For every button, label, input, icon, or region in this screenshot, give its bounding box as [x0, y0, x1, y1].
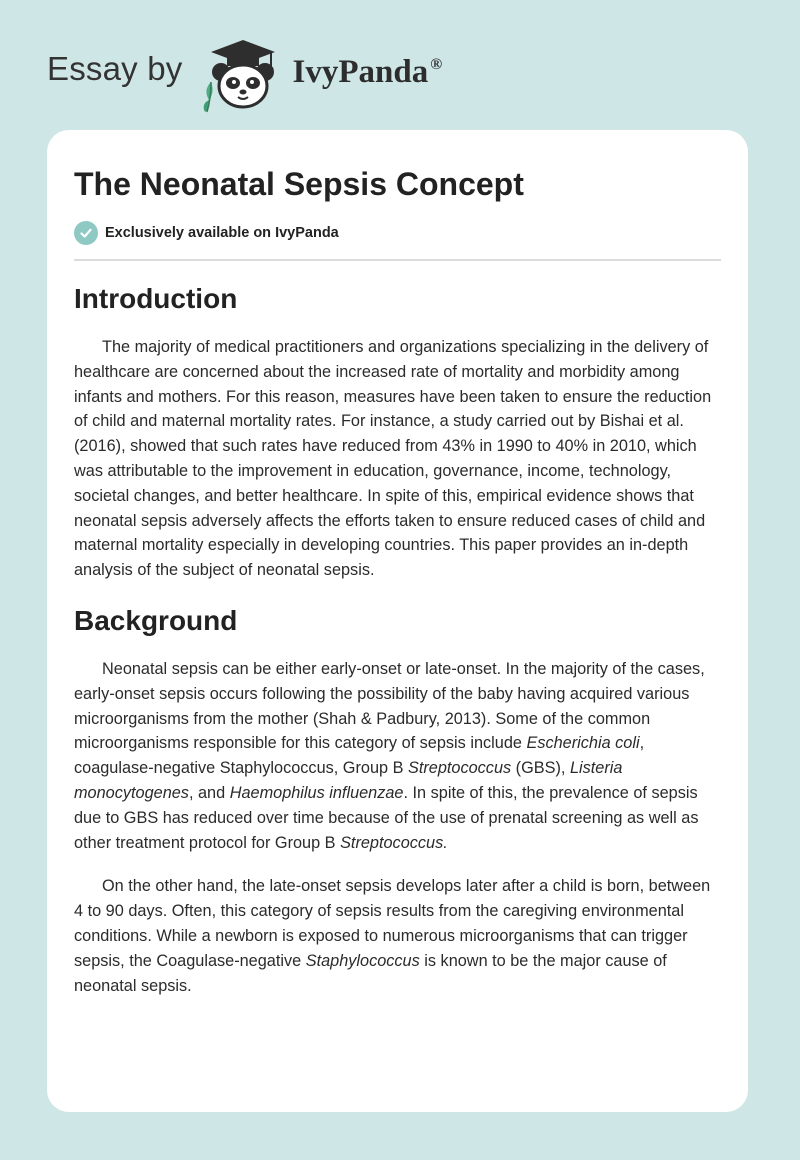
- italic-term: Streptococcus: [407, 759, 512, 778]
- registered-mark: ®: [430, 55, 443, 73]
- italic-term: Streptococcus.: [340, 833, 448, 852]
- text-run: is known to be the major cause of neonatal sepsis.: [74, 951, 667, 995]
- exclusive-badge-label: Exclusively available on IvyPanda: [105, 225, 339, 241]
- section-heading-introduction: Introduction: [74, 283, 238, 314]
- text-run: On the other hand, the late-onset sepsis develops later after a child is born, between 4 to 90 days. Often, this category of sepsis results from the caregiving environmental conditions. While a newborn is exposed to numerous microorganisms that can trigger sepsis, the Coagulase-negative: [74, 877, 711, 970]
- exclusive-badge: [74, 221, 721, 261]
- site-header: [47, 34, 442, 114]
- paragraph: [74, 657, 721, 855]
- article-card: [47, 130, 748, 1112]
- section-heading-background: Background: [74, 604, 238, 636]
- check-circle-icon: [74, 221, 98, 245]
- panda-logo-icon: [197, 34, 289, 114]
- italic-term: Haemophilus influenzae: [229, 783, 404, 802]
- italic-term: Listeria monocytogenes: [74, 759, 623, 802]
- brand-name: [293, 54, 443, 91]
- article-title: The Neonatal Sepsis Concept: [74, 166, 524, 202]
- text-run: Neonatal sepsis can be either early-onset or late-onset. In the majority of the cases, early-onset sepsis occurs following the possibility of the baby having acquired various microorganisms from the mother (Shah & Padbury, 2013). Some of the common microorganisms responsible for this category of sepsis include: [74, 659, 705, 753]
- text-run: (GBS),: [511, 759, 570, 778]
- text-run: , and: [188, 783, 230, 802]
- brand-name-text: IvyPanda: [292, 53, 429, 90]
- italic-term: Staphylococcus: [305, 951, 420, 970]
- text-run: The majority of medical practitioners and organizations specializing in the delivery of healthcare are concerned about the increased rate of mortality and morbidity among infants and mothers. For this reason, measures have been taken to ensure the reduction of child and maternal mortality rates. For instance, a study carried out by Bishai et al. (2016), showed that such rates have reduced from 43% in 1990 to 40% in 2010, which was attributable to the improvement in education, governance, income, technology, societal changes, and better healthcare. In spite of this, empirical evidence shows that neonatal sepsis adversely affects the efforts taken to ensure reduced cases of child and maternal mortality especially in developing countries. This paper provides an in-depth analysis of the subject of neonatal sepsis.: [74, 338, 712, 580]
- paragraph: [74, 335, 721, 583]
- text-run: , coagulase-negative Staphylococcus, Group B: [74, 734, 645, 778]
- paragraph: [74, 874, 721, 998]
- text-run: . In spite of this, the prevalence of sepsis due to GBS has reduced over time because of the use of prenatal screening as well as other treatment protocol for Group B: [74, 783, 699, 852]
- essay-by-label: Essay by: [47, 50, 183, 87]
- italic-term: Escherichia coli: [526, 734, 640, 753]
